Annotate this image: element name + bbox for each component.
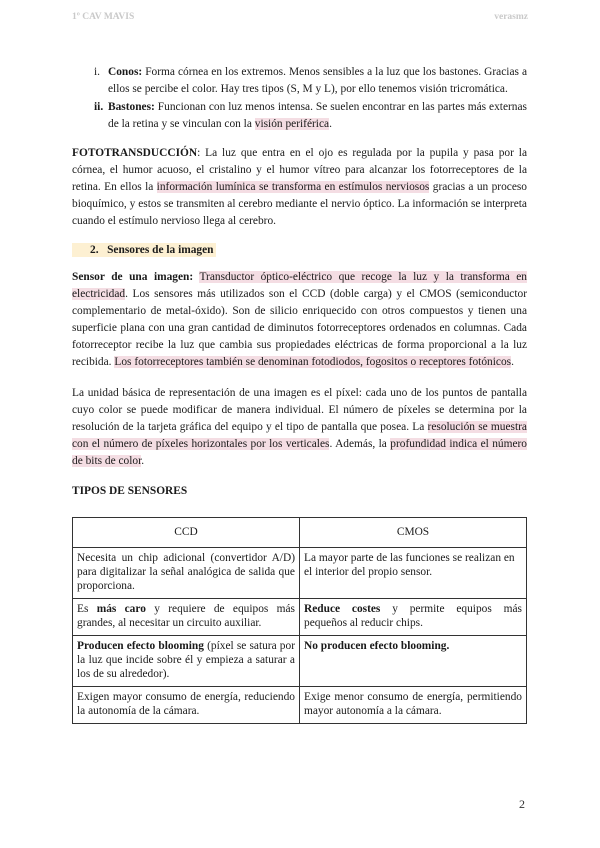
- table-row: [73, 636, 527, 687]
- list-text: Forma córnea en los extremos. Menos sensibles a la luz que los bastones. Gracias a ellos se percibe el color. Hay tres tipos (S, M y L), por ello tenemos visión tricromática.: [108, 66, 527, 95]
- highlight: resolución se muestra con el número de píxeles horizontales por los verticales: [72, 421, 527, 450]
- table-row: [73, 599, 527, 636]
- table-row: [73, 687, 527, 724]
- section-heading: [72, 242, 527, 259]
- sensor-comparison-table: [72, 517, 527, 724]
- table-cell: [300, 636, 527, 687]
- table-header-row: [73, 518, 527, 548]
- cell-bold: Reduce costes: [304, 603, 381, 615]
- paragraph-text: .: [511, 356, 514, 368]
- section-number: 2.: [90, 244, 99, 256]
- paragraph-text: . Además, la: [329, 438, 391, 450]
- list-number: ii.: [94, 101, 104, 113]
- list-number: i.: [94, 66, 101, 78]
- column-header-cmos: CMOS: [300, 518, 527, 548]
- list-text: Funcionan con luz menos intensa. Se suelen encontrar en las partes más externas de la retina y se vinculan con la: [108, 101, 527, 130]
- highlight: profundidad indica el número de bits de color: [72, 438, 527, 467]
- header-course: 1º CAV MAVIS: [72, 12, 135, 22]
- table-cell: Exigen mayor consumo de energía, reduciendo la autonomía de la cámara.: [73, 687, 300, 724]
- table-cell: Exige menor consumo de energía, permitiendo mayor autonomía a la cámara.: [300, 687, 527, 724]
- table-cell: [300, 599, 527, 636]
- cell-text: (píxel se satura por la luz que incide sobre él y empieza a saturar a los de su alrededor).: [77, 640, 295, 680]
- table-cell: Necesita un chip adicional (convertidor A/D) para digitalizar la señal analógica de salida que proporciona.: [73, 548, 300, 599]
- highlight: Transductor óptico-eléctrico que recoge la luz y la transforma en electricidad: [72, 271, 527, 300]
- term-fototransduccion: FOTOTRANSDUCCIÓN: [72, 147, 198, 159]
- cell-text: y requiere de equipos más grandes, al necesitar un circuito auxiliar.: [77, 603, 295, 629]
- cell-bold: No producen efecto blooming.: [304, 640, 450, 652]
- paragraph-text: .: [141, 455, 145, 467]
- cell-bold: Producen efecto blooming: [77, 640, 204, 652]
- paragraph-sensor: [72, 269, 527, 371]
- highlight: información lumínica se transforma en estímulos nerviosos: [156, 181, 430, 193]
- term-bastones: Bastones:: [108, 101, 155, 113]
- cell-text: y permite equipos más pequeños al reducir chips.: [304, 603, 522, 629]
- table-cell: [73, 599, 300, 636]
- highlight: Los fotorreceptores también se denominan fotodiodos, fogositos o receptores fotónicos: [114, 356, 512, 368]
- document-body: [72, 64, 527, 724]
- table-cell: La mayor parte de las funciones se realizan en el interior del propio sensor.: [300, 548, 527, 599]
- page-header: [72, 12, 528, 28]
- header-author: verasmz: [494, 12, 528, 22]
- paragraph-fototransduccion: [72, 145, 527, 230]
- list-item-conos: [72, 64, 527, 98]
- cell-text: Es: [77, 603, 97, 615]
- paragraph-pixel: [72, 385, 527, 470]
- table-row: [73, 548, 527, 599]
- page-number: 2: [519, 797, 525, 811]
- paragraph-text: : La luz que entra en el ojo es regulada por la pupila y pasa por la córnea, el humor acuoso, el cristalino y el humor vítreo para alcanzar los fotorreceptores de la retina. En ellos la: [72, 147, 527, 193]
- paragraph-text: gracias a un proceso bioquímico, y estos se transmiten al cerebro mediante el nervio óptico. La información se interpreta cuando el estímulo nervioso llega al cerebro.: [72, 181, 528, 227]
- list-item-bastones: [72, 99, 527, 133]
- tipos-heading: TIPOS DE SENSORES: [72, 485, 188, 497]
- highlight: visión periférica: [254, 118, 330, 130]
- paragraph-text: . Los sensores más utilizados son el CCD (doble carga) y el CMOS (semiconductor complementario de metal-óxido). Son de silicio enriquecido con otros compuestos y tienen una superficie plana con una gran cantidad de diminutos fotorreceptores ordenados en columnas. Cada fotorreceptor recibe la luz que cambia sus propiedades eléctricas de forma proporcional a la luz recibida.: [72, 288, 527, 368]
- list-text-end: .: [329, 118, 332, 130]
- section-title: Sensores de la imagen: [107, 244, 214, 256]
- term-sensor: Sensor de una imagen:: [72, 271, 194, 283]
- table-cell: [73, 636, 300, 687]
- cell-bold: más caro: [96, 603, 146, 615]
- paragraph-text: La unidad básica de representación de una imagen es el píxel: cada uno de los puntos de pantalla cuyo color se puede modificar de manera individual. El número de píxeles se determina por la resolución de la tarjeta gráfica del equipo y el tipo de pantalla que posea. La: [72, 387, 527, 433]
- term-conos: Conos:: [108, 66, 143, 78]
- column-header-ccd: CCD: [73, 518, 300, 548]
